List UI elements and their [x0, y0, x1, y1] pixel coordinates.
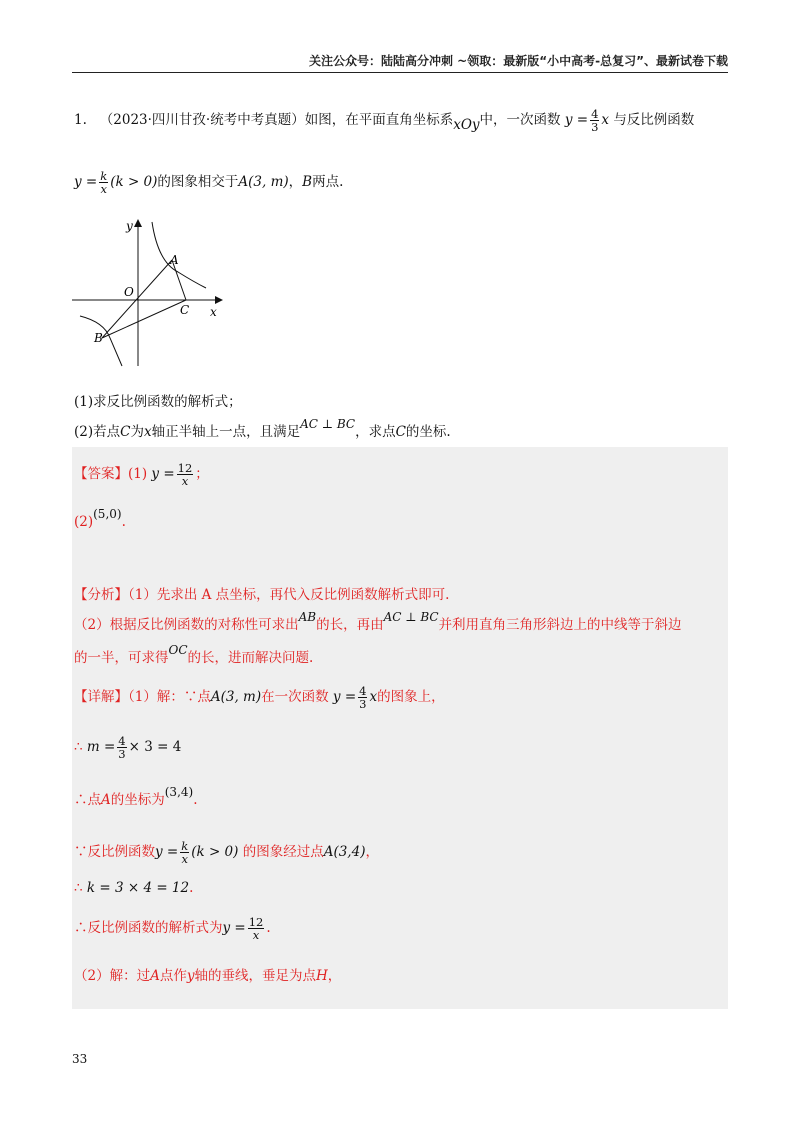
math: A(3,4) — [323, 844, 366, 860]
math: AB — [298, 610, 317, 624]
text: . — [266, 920, 271, 936]
numerator: 12 — [248, 915, 264, 929]
denominator: x — [181, 852, 188, 866]
text: . — [193, 792, 198, 808]
numerator: k — [100, 169, 108, 183]
text: （2）解：过 — [74, 968, 151, 984]
label-x: x — [210, 305, 217, 319]
text: 轴正半轴上一点，且满足 — [151, 424, 301, 440]
math: y = — [564, 112, 589, 128]
detail-line-3 — [74, 785, 198, 810]
fraction — [358, 685, 367, 710]
math: y = — [222, 920, 246, 936]
label-a: A — [170, 253, 179, 267]
text: 的长，进而解决问题. — [187, 650, 314, 666]
math: x — [369, 689, 378, 705]
problem-number: 1. — [74, 112, 87, 128]
fraction — [180, 840, 189, 865]
text: 轴的垂线，垂足为点 — [194, 968, 316, 984]
math: AC ⊥ BC — [383, 610, 439, 624]
detail-line-4 — [74, 840, 379, 865]
math: k = 3 × 4 = 12 — [86, 880, 190, 896]
label-c: C — [180, 303, 190, 317]
numerator: 4 — [359, 684, 367, 698]
math: (3,4) — [164, 785, 194, 799]
text: （2）根据反比例函数的对称性可求出 — [74, 617, 299, 633]
text: ∴ — [74, 739, 87, 755]
question-2 — [74, 417, 451, 442]
text: 并利用直角三角形斜边上的中线等于斜边 — [438, 617, 682, 633]
math: m = — [86, 739, 116, 755]
numerator: k — [181, 839, 189, 853]
math: y = — [332, 689, 357, 705]
answer-line-2 — [74, 507, 126, 532]
text: 的坐标. — [405, 424, 451, 440]
text: (2)若点 — [74, 424, 121, 440]
math: × 3 = 4 — [128, 739, 182, 755]
text: 的图象上， — [377, 689, 445, 705]
detail-line-2 — [74, 735, 181, 760]
math: y — [186, 968, 195, 984]
math: (k > 0) — [191, 844, 239, 860]
text: 的一半，可求得 — [74, 650, 169, 666]
text: 为 — [130, 424, 144, 440]
header-rule — [72, 72, 728, 73]
math: x — [601, 112, 610, 128]
detail-tag: 【详解】 — [74, 689, 128, 705]
text: 点作 — [159, 968, 187, 984]
numerator: 12 — [177, 461, 193, 475]
label-y: y — [126, 219, 133, 233]
coordinate-figure — [66, 212, 236, 374]
text: . — [189, 880, 194, 896]
math: A — [150, 968, 160, 984]
math: y = — [151, 466, 175, 482]
hyperbola-branch-1 — [152, 222, 206, 288]
text: 在一次函数 — [261, 689, 329, 705]
fraction — [590, 108, 599, 133]
text: ， — [288, 174, 303, 190]
math: C — [120, 424, 131, 440]
math: y = — [74, 174, 98, 190]
page-header: 关注公众号：陆陆高分冲刺 ~领取：最新版“小中高考-总复习”、最新试卷下载 — [309, 54, 728, 68]
math: OC — [168, 643, 188, 657]
math: H — [315, 968, 328, 984]
problem-line-1 — [74, 108, 694, 133]
math: (k > 0) — [110, 174, 158, 190]
label-o: O — [124, 285, 134, 299]
problem-source: （2023·四川甘孜·统考中考真题） — [99, 112, 305, 128]
analysis-tag: 【分析】 — [74, 587, 128, 603]
text: ， — [327, 968, 342, 984]
fraction — [117, 735, 126, 760]
answer-line-1 — [74, 462, 209, 487]
text: ∴ — [74, 880, 87, 896]
text: 的长，再由 — [316, 617, 384, 633]
text: 的坐标为 — [110, 792, 165, 808]
denominator: 3 — [118, 747, 126, 761]
fraction — [248, 916, 265, 941]
text: ∵反比例函数 — [74, 844, 155, 860]
text: ∴反比例函数的解析式为 — [74, 920, 223, 936]
denominator: x — [252, 928, 260, 942]
fraction — [177, 462, 194, 487]
denominator: 3 — [591, 120, 599, 134]
detail-line-1 — [74, 685, 445, 710]
question-1: (1)求反比例函数的解析式； — [74, 394, 242, 410]
text: ； — [195, 466, 209, 482]
math: AC ⊥ BC — [300, 417, 356, 431]
line-bc — [102, 300, 186, 338]
denominator: x — [181, 474, 189, 488]
math: (5,0) — [93, 507, 122, 521]
text: 的图象经过点 — [242, 844, 324, 860]
point-b: B — [302, 174, 313, 190]
text: （1）先求出 A 点坐标，再代入反比例函数解析式即可. — [128, 587, 450, 603]
problem-line-2 — [74, 170, 343, 195]
label-b: B — [94, 331, 103, 345]
math: y = — [155, 844, 179, 860]
text: 与反比例函数 — [613, 112, 695, 128]
math: x — [143, 424, 152, 440]
analysis-line-3 — [74, 643, 314, 668]
analysis-line-1 — [74, 585, 449, 605]
denominator: 3 — [359, 697, 367, 711]
denominator: x — [100, 182, 107, 196]
detail-line-5 — [74, 878, 193, 898]
point-a: A(3, m) — [238, 174, 289, 190]
text: 的图象相交于 — [157, 174, 239, 190]
text: (1) — [128, 466, 148, 482]
text: (2) — [74, 514, 94, 530]
math: A — [101, 792, 111, 808]
text: ∴点 — [74, 792, 101, 808]
fraction — [99, 170, 108, 195]
detail-line-7 — [74, 966, 341, 986]
numerator: 4 — [591, 107, 599, 121]
text: ， — [365, 844, 379, 860]
coord-system: xOy — [453, 117, 480, 133]
text: 中，一次函数 — [479, 112, 561, 128]
text: 两点. — [312, 174, 344, 190]
text: . — [121, 514, 126, 530]
math: C — [395, 424, 406, 440]
text: （1）解：∵点 — [128, 689, 211, 705]
text: ，求点 — [355, 424, 396, 440]
math: A(3, m) — [210, 689, 262, 705]
detail-line-6 — [74, 916, 271, 941]
text: 如图，在平面直角坐标系 — [304, 112, 454, 128]
page-number: 33 — [72, 1052, 88, 1066]
numerator: 4 — [118, 734, 126, 748]
analysis-line-2 — [74, 610, 682, 635]
answer-tag: 【答案】 — [74, 466, 128, 482]
line-ab — [102, 260, 172, 338]
